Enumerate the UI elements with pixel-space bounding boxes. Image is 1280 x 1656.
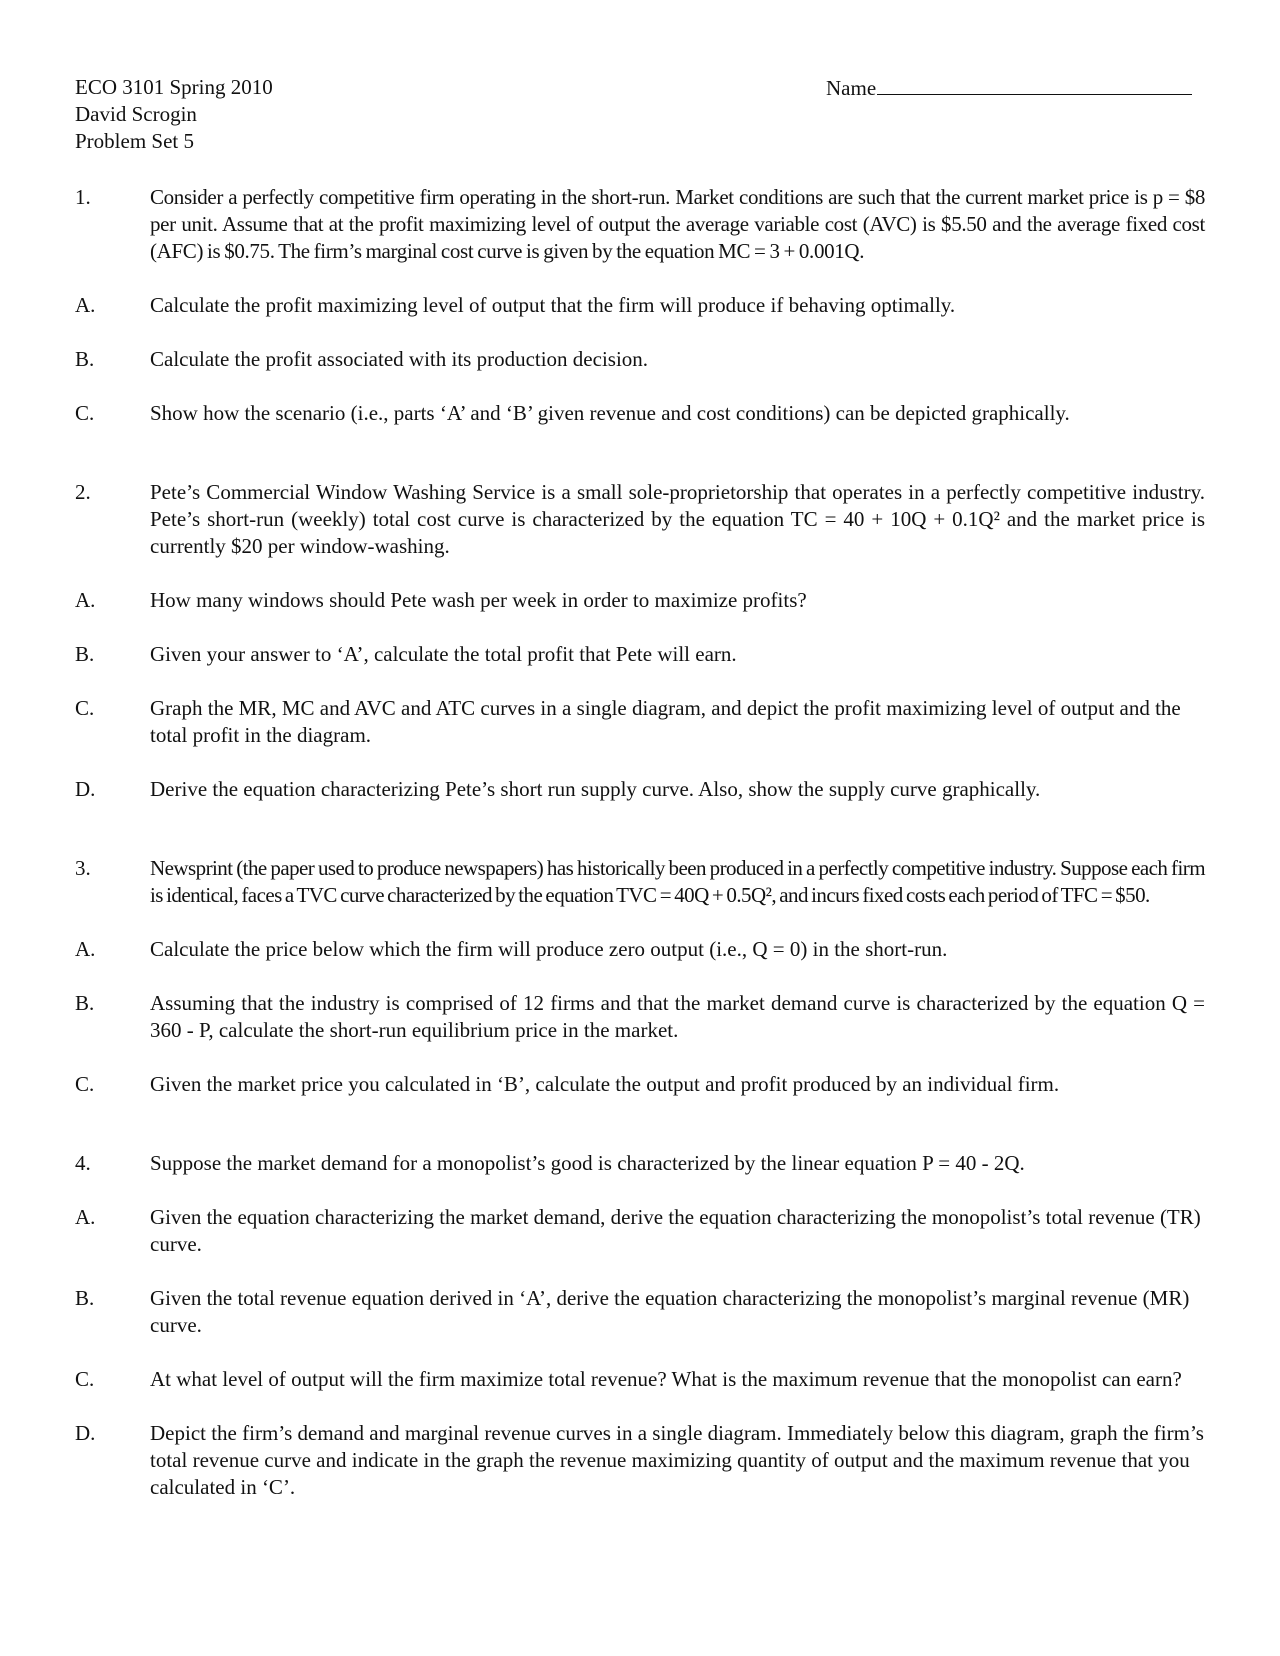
problem-statement-row [75,1150,1205,1177]
problem-4 [75,1150,1205,1501]
problem-1 [75,184,1205,427]
part-label: A. [75,937,96,961]
problem-statement: Suppose the market demand for a monopolist’s good is characterized by the linear equation P = 40 - 2Q. [150,1151,1025,1175]
problem-3 [75,855,1205,1098]
part-text: Graph the MR, MC and AVC and ATC curves in a single diagram, and depict the profit maximizing level of output and the total profit in the diagram. [150,696,1181,747]
problem-number: 2. [75,480,91,504]
problem-statement: Newsprint (the paper used to produce newspapers) has historically been produced in a perfectly competitive industry. Suppose each firm is identical, faces a TVC curve characterized by the equation TVC = 40Q + 0.5Q², and incurs fixed costs each period of TFC = $50. [150,856,1205,907]
problem-statement-row [75,855,1205,909]
problem-2 [75,479,1205,803]
problem-part [75,346,1205,373]
part-label: A. [75,293,96,317]
problem-statement: Consider a perfectly competitive firm operating in the short-run. Market conditions are such that the current market price is p = $8 per unit. Assume that at the profit maximizing level of output the average variable cost (AVC) is $5.50 and the average fixed cost (AFC) is $0.75. The firm’s marginal cost curve is given by the equation MC = 3 + 0.001Q. [150,185,1205,263]
problem-part [75,1071,1205,1098]
problem-part [75,641,1205,668]
part-label: C. [75,1072,95,1096]
problem-part [75,1285,1205,1339]
problem-set-page [75,74,1205,1553]
part-text: Depict the firm’s demand and marginal revenue curves in a single diagram. Immediately below this diagram, graph the firm’s total revenue curve and indicate in the graph the revenue maximizing quantity of output and the maximum revenue that you calculated in ‘C’. [150,1421,1204,1499]
part-label: C. [75,696,95,720]
part-label: B. [75,642,95,666]
problem-statement: Pete’s Commercial Window Washing Service is a small sole-proprietorship that operates in a perfectly competitive industry. Pete’s short-run (weekly) total cost curve is characterized by the equation TC = 40 + 10Q + 0.1Q² and the market price is currently $20 per window-washing. [150,480,1205,558]
problem-part [75,1420,1205,1501]
part-text: Calculate the profit associated with its production decision. [150,347,649,371]
problem-part [75,776,1205,803]
part-text: Derive the equation characterizing Pete’s short run supply curve. Also, show the supply curve graphically. [150,777,1041,801]
part-label: B. [75,991,95,1015]
part-label: B. [75,347,95,371]
name-blank-line[interactable] [877,74,1192,95]
problem-part [75,1366,1205,1393]
name-field[interactable] [826,74,1192,102]
part-text: How many windows should Pete wash per week in order to maximize profits? [150,588,807,612]
problem-set-title: Problem Set 5 [75,129,194,153]
problem-part [75,1204,1205,1258]
part-label: C. [75,401,95,425]
part-label: B. [75,1286,95,1310]
name-label: Name [826,76,877,100]
problem-number: 4. [75,1151,91,1175]
part-label: D. [75,1421,96,1445]
part-text: Calculate the price below which the firm will produce zero output (i.e., Q = 0) in the short-run. [150,937,948,961]
problem-number: 3. [75,856,91,880]
problem-part [75,695,1205,749]
course-title: ECO 3101 Spring 2010 [75,75,273,99]
problem-statement-row [75,479,1205,560]
part-text: At what level of output will the firm maximize total revenue? What is the maximum revenue that the monopolist can earn? [150,1367,1182,1391]
part-text: Given your answer to ‘A’, calculate the total profit that Pete will earn. [150,642,737,666]
part-text: Show how the scenario (i.e., parts ‘A’ and ‘B’ given revenue and cost conditions) can be depicted graphically. [150,401,1070,425]
part-text: Given the total revenue equation derived in ‘A’, derive the equation characterizing the monopolist’s marginal revenue (MR) curve. [150,1286,1190,1337]
problem-part [75,587,1205,614]
problem-statement-row [75,184,1205,265]
problem-number: 1. [75,185,91,209]
problem-part [75,990,1205,1044]
part-text: Given the equation characterizing the market demand, derive the equation characterizing the monopolist’s total revenue (TR) curve. [150,1205,1201,1256]
problem-part [75,400,1205,427]
part-text: Calculate the profit maximizing level of output that the firm will produce if behaving optimally. [150,293,956,317]
part-label: D. [75,777,96,801]
part-text: Given the market price you calculated in ‘B’, calculate the output and profit produced by an individual firm. [150,1072,1060,1096]
instructor-name: David Scrogin [75,102,197,126]
document-header [75,74,1205,155]
part-text: Assuming that the industry is comprised of 12 firms and that the market demand curve is characterized by the equation Q = 360 - P, calculate the short-run equilibrium price in the market. [150,991,1205,1042]
problem-part [75,936,1205,963]
problem-part [75,292,1205,319]
part-label: A. [75,1205,96,1229]
part-label: C. [75,1367,95,1391]
problems-list [75,184,1205,1501]
part-label: A. [75,588,96,612]
